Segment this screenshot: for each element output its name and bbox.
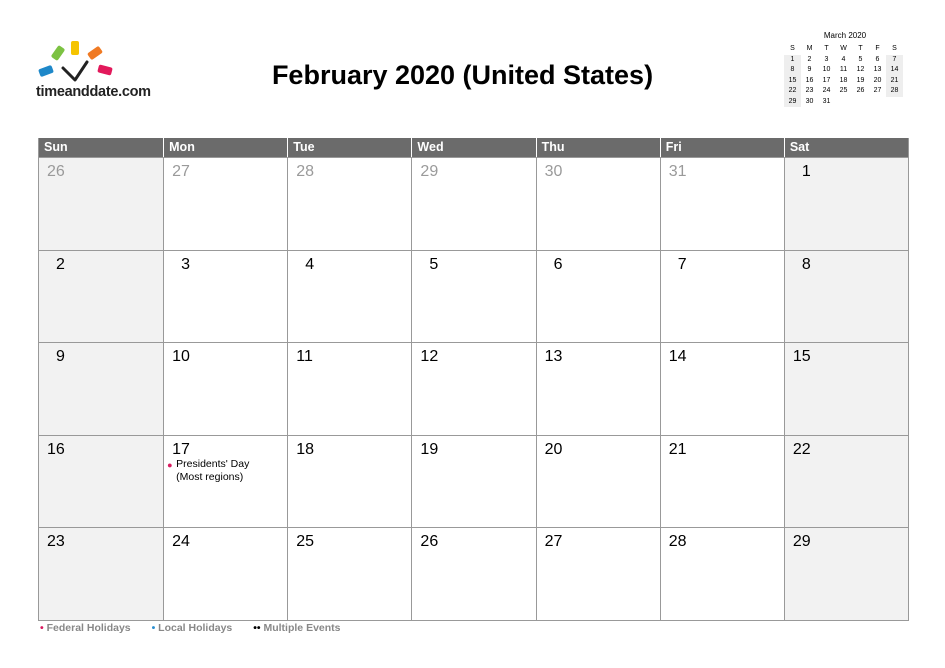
legend-federal-holidays (40, 622, 134, 634)
page-title: February 2020 (United States) (271, 60, 654, 90)
legend-multiple-events (253, 622, 340, 634)
mini-day: 1 (784, 55, 801, 66)
day-number: 28 (668, 533, 687, 551)
day-cell (411, 342, 535, 435)
mini-calendar-march (784, 30, 906, 107)
day-number: 7 (677, 255, 687, 273)
day-cell (536, 342, 660, 435)
weekday-label: Fri (660, 138, 784, 157)
day-cell (411, 435, 535, 528)
mini-day: 18 (839, 76, 848, 84)
mini-day: 11 (839, 66, 848, 73)
day-number: 26 (47, 163, 65, 180)
mini-day: 15 (784, 76, 801, 87)
day-cell (163, 342, 287, 435)
weekday-header (39, 138, 908, 157)
day-number: 22 (792, 440, 811, 458)
day-number: 1 (801, 163, 811, 180)
mini-weekday: M (806, 45, 813, 52)
mini-weekday: F (875, 45, 880, 52)
legend-label: Federal Holidays (46, 622, 131, 634)
mini-day: 25 (839, 87, 848, 94)
day-cell (536, 157, 660, 250)
day-number: 10 (172, 348, 190, 366)
mini-day: 12 (856, 66, 865, 73)
calendar-grid (39, 157, 908, 620)
day-cell (784, 342, 908, 435)
mini-day: 8 (784, 65, 801, 76)
mini-day: 26 (856, 87, 865, 94)
mini-calendar-grid (784, 44, 906, 107)
day-number: 9 (56, 348, 65, 366)
day-number: 30 (544, 163, 563, 180)
day-cell (39, 342, 163, 435)
day-cell (287, 527, 411, 620)
mini-weekday: T (824, 45, 829, 52)
mini-day (852, 97, 869, 108)
day-number: 26 (420, 533, 439, 551)
day-number: 25 (296, 533, 315, 551)
mini-day (886, 97, 903, 108)
mini-weekday: T (858, 45, 863, 52)
federal-holiday-dot-icon: ● (167, 459, 173, 470)
day-cell (287, 157, 411, 250)
mini-calendar-title: March 2020 (823, 31, 867, 40)
mini-day: 4 (841, 55, 846, 63)
day-cell (660, 250, 784, 343)
day-cell (163, 527, 287, 620)
day-cell (536, 250, 660, 343)
day-number: 11 (296, 348, 313, 366)
month-calendar (38, 138, 909, 621)
day-number: 20 (544, 440, 563, 458)
mini-weekday: S (790, 45, 795, 52)
mini-weekday: S (892, 45, 897, 52)
day-cell (287, 435, 411, 528)
day-number: 19 (420, 440, 439, 458)
mini-day: 3 (824, 55, 829, 63)
event-subtitle: (Most regions) (176, 470, 244, 483)
day-cell (784, 157, 908, 250)
day-number: 27 (172, 163, 190, 180)
day-number: 29 (420, 163, 439, 180)
day-cell (660, 435, 784, 528)
mini-day (869, 97, 886, 108)
weekday-label: Mon (163, 138, 287, 157)
mini-day: 7 (886, 55, 903, 66)
day-cell (411, 527, 535, 620)
day-cell (784, 435, 908, 528)
mini-day: 5 (858, 55, 863, 63)
day-cell (660, 527, 784, 620)
day-cell (39, 435, 163, 528)
day-cell (39, 250, 163, 343)
day-cell (411, 250, 535, 343)
legend-local-holidays (152, 622, 236, 634)
mini-day: 23 (805, 87, 814, 94)
day-number: 13 (544, 348, 563, 366)
day-cell (39, 157, 163, 250)
mini-day (835, 97, 852, 108)
day-number: 21 (668, 440, 687, 458)
mini-day: 6 (875, 55, 880, 63)
day-number: 18 (296, 440, 315, 458)
day-cell (660, 342, 784, 435)
day-number: 12 (420, 348, 439, 366)
day-cell (784, 250, 908, 343)
weekday-label: Tue (287, 138, 411, 157)
day-cell (39, 527, 163, 620)
event-title: Presidents' Day (176, 457, 250, 470)
logo-text: timeanddate.com (36, 84, 151, 100)
mini-day: 24 (822, 87, 831, 94)
day-number: 23 (47, 533, 65, 551)
mini-day: 13 (873, 66, 882, 73)
mini-day: 2 (807, 55, 812, 63)
day-number: 15 (792, 348, 811, 366)
mini-day: 30 (805, 97, 814, 105)
day-number: 14 (668, 348, 687, 366)
day-number: 24 (172, 533, 190, 551)
weekday-label: Thu (536, 138, 660, 157)
mini-day: 10 (822, 66, 831, 73)
day-number: 5 (429, 255, 439, 273)
day-number: 6 (553, 255, 563, 273)
day-cell (287, 250, 411, 343)
day-cell (287, 342, 411, 435)
logo-clock-icon (36, 38, 161, 84)
mini-day: 19 (856, 76, 865, 84)
mini-weekday: W (840, 45, 847, 52)
mini-day: 20 (873, 76, 882, 84)
legend-dot-icon: • (40, 622, 44, 634)
legend-dots-icon: •• (253, 622, 261, 634)
day-cell (411, 157, 535, 250)
weekday-label: Wed (411, 138, 535, 157)
day-cell-presidents-day (163, 435, 287, 528)
timeanddate-logo[interactable] (36, 38, 161, 102)
day-number: 27 (544, 533, 563, 551)
day-number: 3 (181, 255, 191, 273)
day-number: 31 (668, 163, 687, 180)
mini-day: 31 (822, 97, 831, 105)
mini-day: 28 (886, 86, 903, 97)
day-number: 29 (792, 533, 811, 551)
day-number: 28 (296, 163, 315, 180)
mini-day: 14 (886, 65, 903, 76)
day-number: 17 (172, 440, 190, 458)
day-cell (660, 157, 784, 250)
mini-day: 16 (805, 76, 814, 84)
day-cell (163, 157, 287, 250)
mini-day: 21 (886, 76, 903, 87)
day-cell (536, 435, 660, 528)
day-number: 4 (305, 255, 315, 273)
weekday-label: Sat (784, 138, 908, 157)
mini-day: 27 (873, 87, 882, 94)
legend-label: Local Holidays (158, 622, 233, 634)
legend (40, 622, 359, 634)
day-cell (163, 250, 287, 343)
legend-label: Multiple Events (263, 622, 341, 634)
day-cell (784, 527, 908, 620)
day-number: 2 (56, 255, 65, 273)
mini-day: 9 (807, 66, 812, 73)
mini-day: 29 (784, 97, 801, 108)
weekday-label: Sun (44, 140, 68, 154)
mini-day: 22 (784, 86, 801, 97)
day-number: 16 (47, 440, 65, 458)
legend-dot-icon: • (151, 622, 156, 634)
day-number: 8 (801, 255, 811, 273)
day-cell (536, 527, 660, 620)
mini-day: 17 (822, 76, 831, 84)
holiday-event[interactable] (167, 457, 250, 484)
